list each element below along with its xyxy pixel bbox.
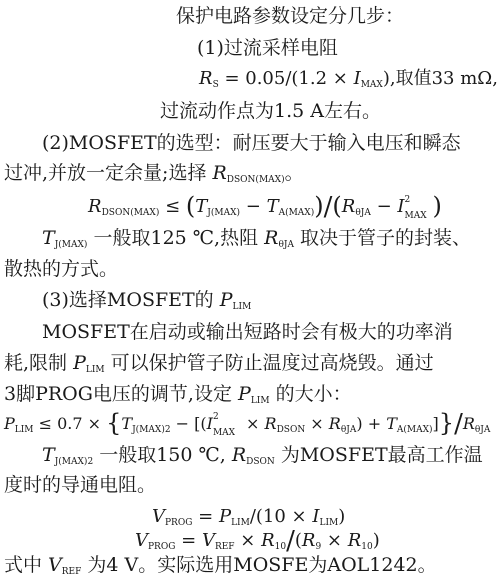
text-line-8: $T_{J(MAX)}$ 一般取125 ℃,热阻 $R_{\theta JA}$ 取决于管子的封装、 — [42, 227, 472, 250]
text-line-10: (3)选择MOSFET的 $P_{LIM}$ — [42, 289, 252, 312]
formula-plim: $P_{LIM} \le 0.7 \times \{T_{J(MAX)2} - [(I$ 2 MAX × $R_{DSON} \times R_{\theta JA}) + T_{A(MAX)}]\}/R_{\theta JA}$ — [4, 409, 491, 439]
text-line-16: 度时的导通电阻。 — [4, 474, 157, 496]
text-line-4: 过流动作点为1.5 A左右。 — [160, 100, 381, 122]
formula-rdson: $R_{DSON(MAX)} \le (T_{J(MAX)} - T_{A(MAX)})/(R_{\theta JA} - I$ 2 MAX ) — [88, 192, 442, 222]
text-line-13: 3脚PROG电压的调节,设定 $P_{LIM}$ 的大小： — [4, 383, 352, 406]
text-line-9: 散热的方式。 — [4, 258, 119, 280]
text-line-12: 耗,限制 $P_{LIM}$ 可以保护管子防止温度过高烧毁。通过 — [4, 352, 434, 375]
formula-vprog-2: $V_{PROG} = V_{REF} \times R_{10}/(R_9 \times R_{10})$ — [135, 526, 380, 556]
formula-rs: $R_S = 0.05/(1.2 \times I_{MAX})$,取值33 mΩ, — [199, 68, 498, 90]
text-line-19: 式中 $V_{REF}$ 为4 V。实际选用MOSFE为AOL1242。 — [4, 554, 437, 577]
formula-vprog-1: $V_{PROG} = P_{LIM}/(10 \times I_{LIM})$ — [152, 506, 346, 528]
text-line-5: (2)MOSFET的选型：耐压要大于输入电压和瞬态 — [42, 132, 461, 154]
text-line-6: 过冲,并放一定余量;选择 $R_{DSON(MAX)}$。 — [4, 162, 304, 185]
text-line-15: $T_{J(MAX)2}$ 一般取150 ℃, $R_{DSON}$ 为MOSFET最高工作温 — [42, 444, 483, 467]
text-line-1: 保护电路参数设定分几步： — [176, 5, 405, 27]
text-line-2: (1)过流采样电阻 — [197, 37, 338, 59]
text-line-11: MOSFET在启动或输出短路时会有极大的功率消 — [42, 321, 453, 343]
